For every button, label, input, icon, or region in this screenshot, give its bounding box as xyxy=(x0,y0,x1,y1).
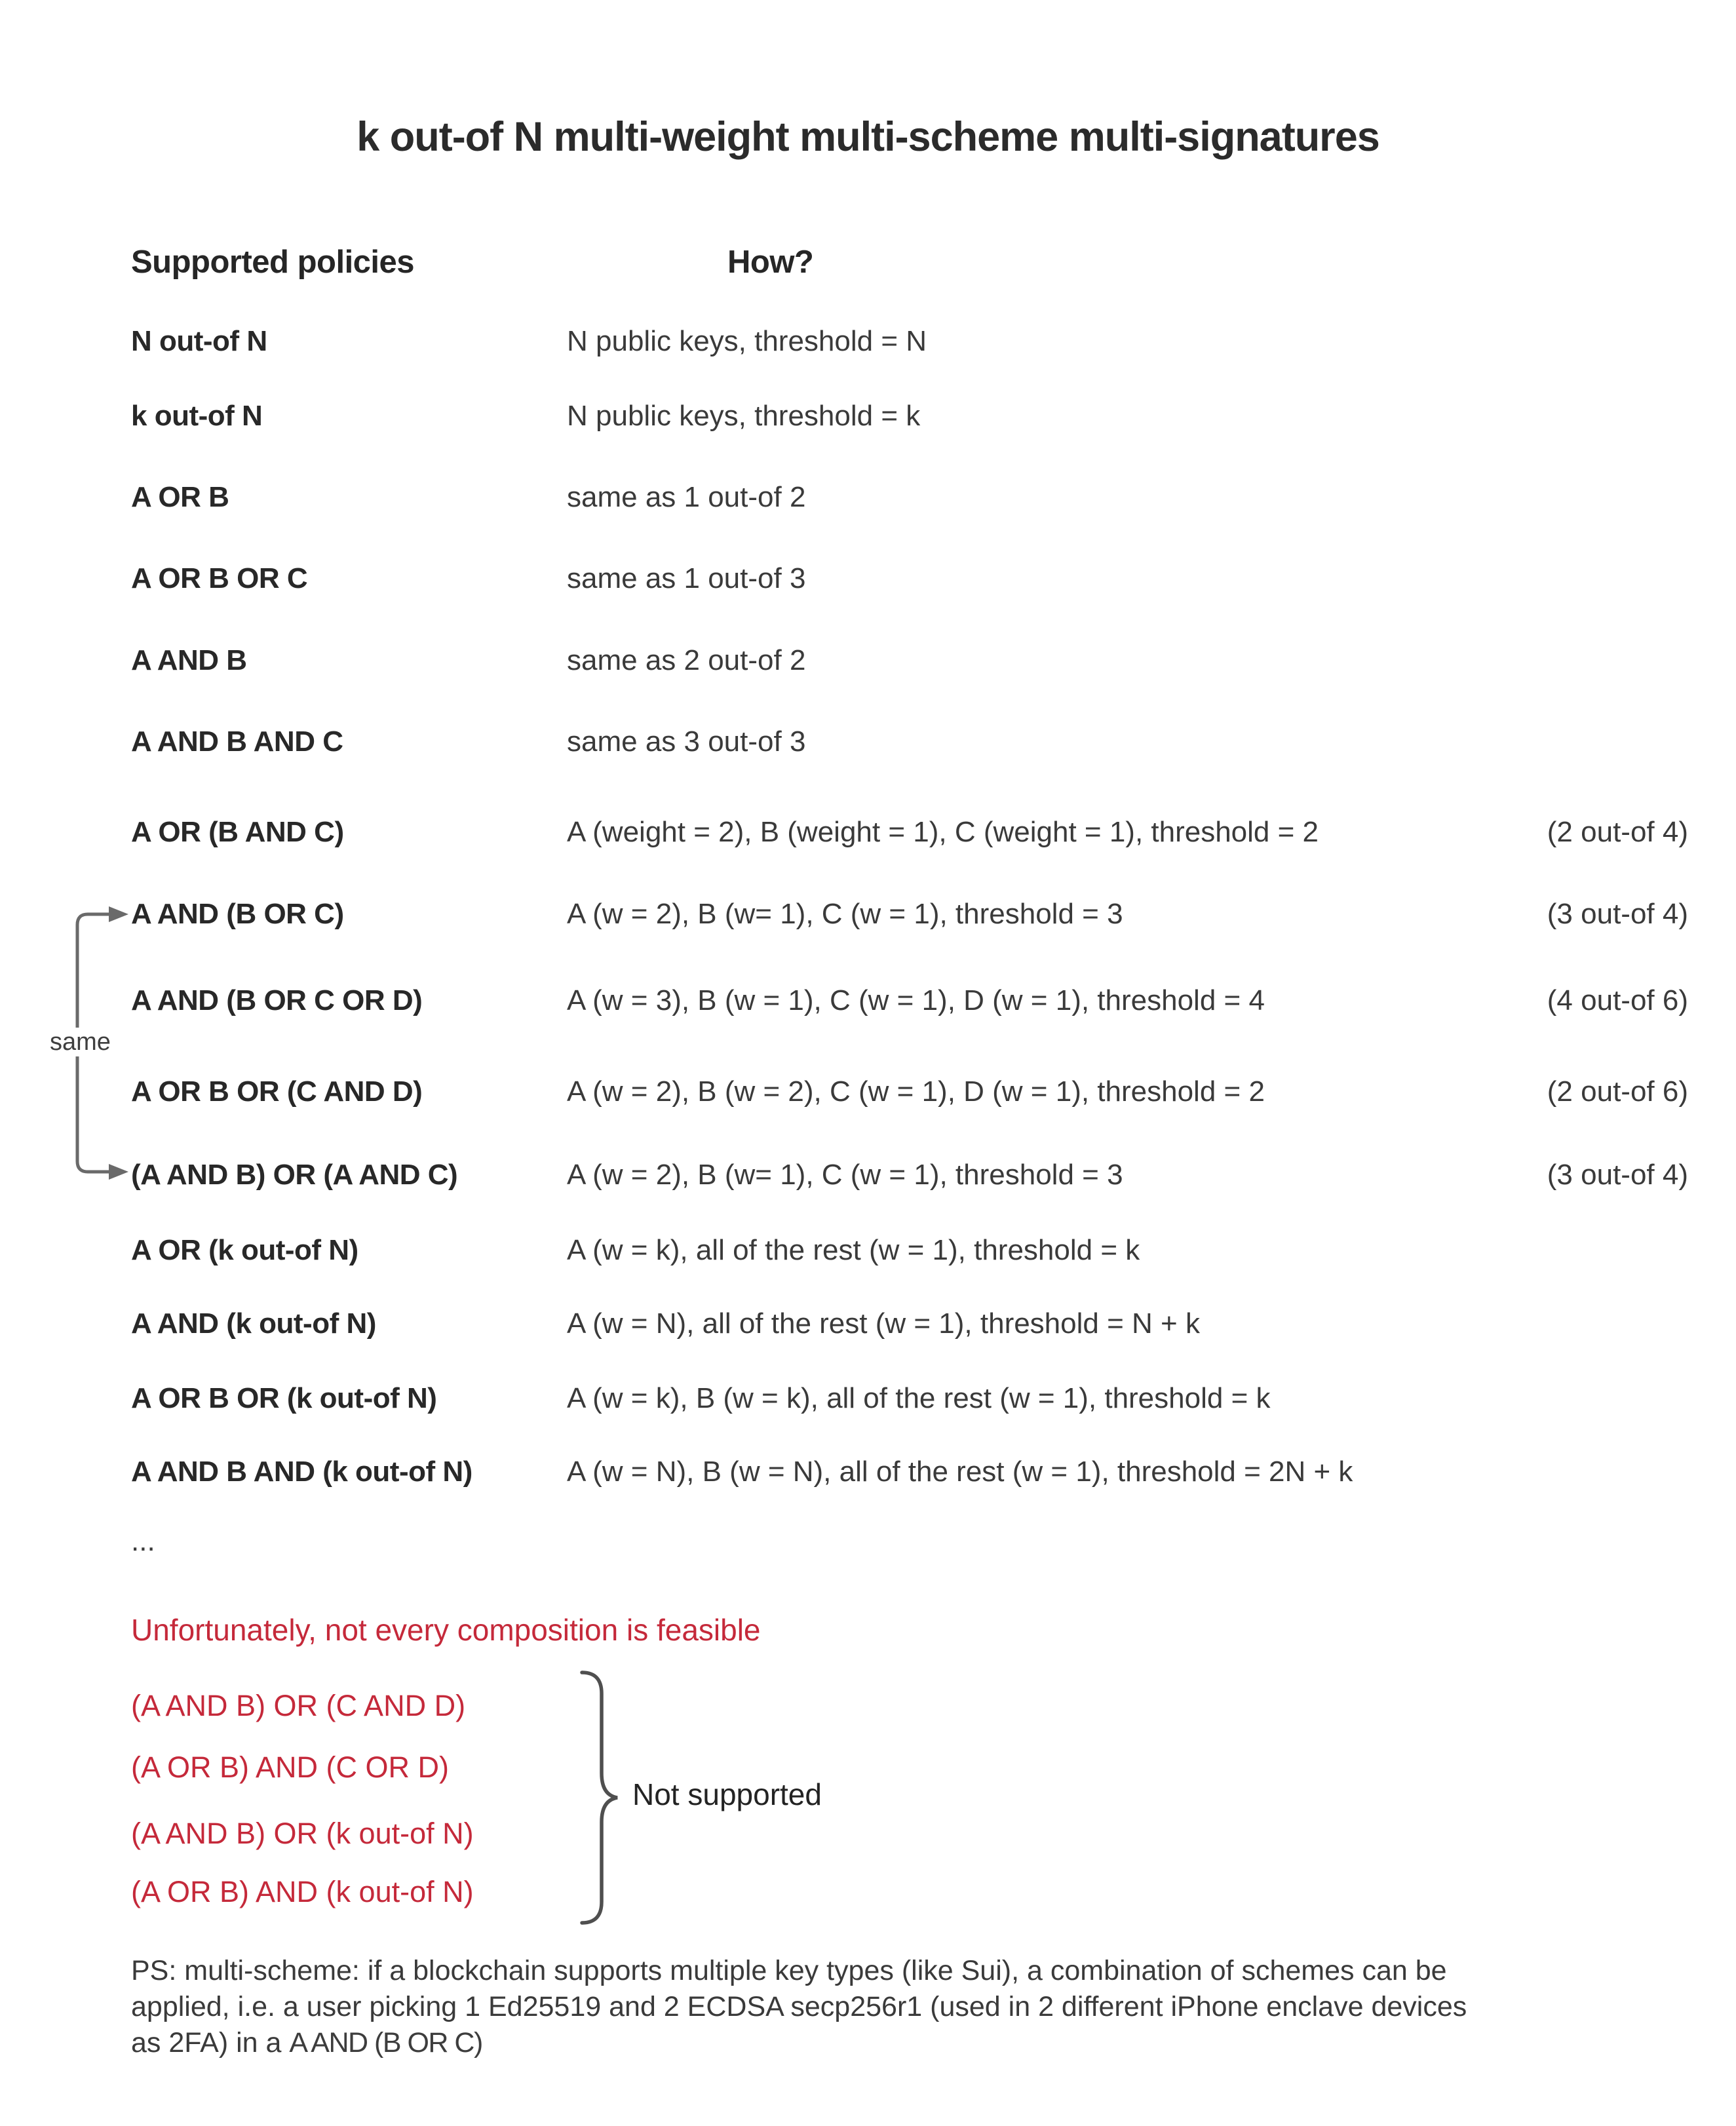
equivalence-note: (4 out-of 6) xyxy=(1547,984,1688,1016)
equivalence-note: (2 out-of 6) xyxy=(1547,1075,1688,1108)
policy-label: A OR B OR (C AND D) xyxy=(131,1075,423,1108)
how-text: A (w = 2), B (w= 1), C (w = 1), threshold = 3 xyxy=(567,898,1123,930)
policy-label: (A AND B) OR (A AND C) xyxy=(131,1159,458,1191)
how-text: A (w = 2), B (w= 1), C (w = 1), threshold = 3 xyxy=(567,1159,1123,1191)
table-row xyxy=(131,1307,1688,1341)
policy-label: A AND B AND (k out-of N) xyxy=(131,1456,473,1488)
table-row xyxy=(131,399,1688,433)
table-row xyxy=(131,1382,1688,1416)
policy-label: A AND B xyxy=(131,644,247,676)
infeasible-item: (A AND B) OR (k out-of N) xyxy=(131,1817,474,1850)
how-text: N public keys, threshold = N xyxy=(567,325,927,357)
policy-label: A OR (k out-of N) xyxy=(131,1234,358,1266)
infeasible-item: (A OR B) AND (C OR D) xyxy=(131,1750,450,1784)
how-text: same as 1 out-of 2 xyxy=(567,481,806,513)
ps-line-3 xyxy=(131,2025,1658,2061)
table-row xyxy=(131,644,1688,678)
policy-label: N out-of N xyxy=(131,325,267,357)
table-row xyxy=(131,1233,1688,1267)
how-text: A (w = k), all of the rest (w = 1), threshold = k xyxy=(567,1234,1140,1266)
table-row xyxy=(131,897,1688,931)
how-text: same as 1 out-of 3 xyxy=(567,562,806,594)
table-row xyxy=(131,1158,1688,1192)
policy-label: A AND B AND C xyxy=(131,725,343,758)
how-text: N public keys, threshold = k xyxy=(567,400,921,432)
how-text: A (w = N), B (w = N), all of the rest (w = 1), threshold = 2N + k xyxy=(567,1456,1353,1488)
infeasible-item: (A AND B) OR (C AND D) xyxy=(131,1689,466,1722)
not-supported-brace xyxy=(575,1670,628,1925)
policy-label: A AND (B OR C) xyxy=(131,898,344,930)
ellipsis: ... xyxy=(131,1525,155,1557)
ps-note xyxy=(131,1953,1658,2061)
table-row xyxy=(131,324,1688,358)
policy-label: A OR B OR C xyxy=(131,562,308,594)
ps-line-3-prefix: as 2FA) in a xyxy=(131,2027,290,2058)
table-row xyxy=(131,725,1688,759)
how-text: same as 3 out-of 3 xyxy=(567,725,806,758)
policy-label: A OR (B AND C) xyxy=(131,816,344,848)
how-text: A (w = k), B (w = k), all of the rest (w = 1), threshold = k xyxy=(567,1382,1271,1414)
column-header-how: How? xyxy=(727,244,814,280)
how-text: same as 2 out-of 2 xyxy=(567,644,806,676)
how-text: A (w = 2), B (w = 2), C (w = 1), D (w = 1), threshold = 2 xyxy=(567,1075,1265,1108)
policy-label: A OR B xyxy=(131,481,229,513)
policy-label: k out-of N xyxy=(131,400,263,432)
table-row xyxy=(131,815,1688,849)
ps-line-2: applied, i.e. a user picking 1 Ed25519 and 2 ECDSA secp256r1 (used in 2 different iPhone enclave devices xyxy=(131,1991,1467,2022)
infeasible-item: (A OR B) AND (k out-of N) xyxy=(131,1875,474,1908)
equivalence-note: (2 out-of 4) xyxy=(1547,816,1688,848)
same-label: same xyxy=(50,1028,111,1056)
table-row xyxy=(131,1075,1688,1109)
infeasible-heading: Unfortunately, not every composition is feasible xyxy=(131,1613,761,1647)
column-header-policies: Supported policies xyxy=(131,244,415,280)
policy-label: A AND (B OR C OR D) xyxy=(131,984,423,1016)
equivalence-note: (3 out-of 4) xyxy=(1547,898,1688,930)
how-text: A (weight = 2), B (weight = 1), C (weight = 1), threshold = 2 xyxy=(567,816,1319,848)
page-title: k out-of N multi-weight multi-scheme multi-signatures xyxy=(357,114,1379,160)
table-row xyxy=(131,480,1688,514)
ps-line-1: PS: multi-scheme: if a blockchain supports multiple key types (like Sui), a combination of schemes can be xyxy=(131,1955,1447,1986)
how-text: A (w = 3), B (w = 1), C (w = 1), D (w = 1), threshold = 4 xyxy=(567,984,1265,1016)
ps-inline-policy: A AND (B OR C) xyxy=(289,2027,482,2058)
not-supported-label: Not supported xyxy=(632,1777,822,1811)
table-row xyxy=(131,562,1688,596)
table-row xyxy=(131,1455,1688,1489)
policy-label: A OR B OR (k out-of N) xyxy=(131,1382,437,1414)
table-row xyxy=(131,984,1688,1018)
how-text: A (w = N), all of the rest (w = 1), threshold = N + k xyxy=(567,1307,1200,1340)
equivalence-note: (3 out-of 4) xyxy=(1547,1159,1688,1191)
policy-label: A AND (k out-of N) xyxy=(131,1307,376,1340)
